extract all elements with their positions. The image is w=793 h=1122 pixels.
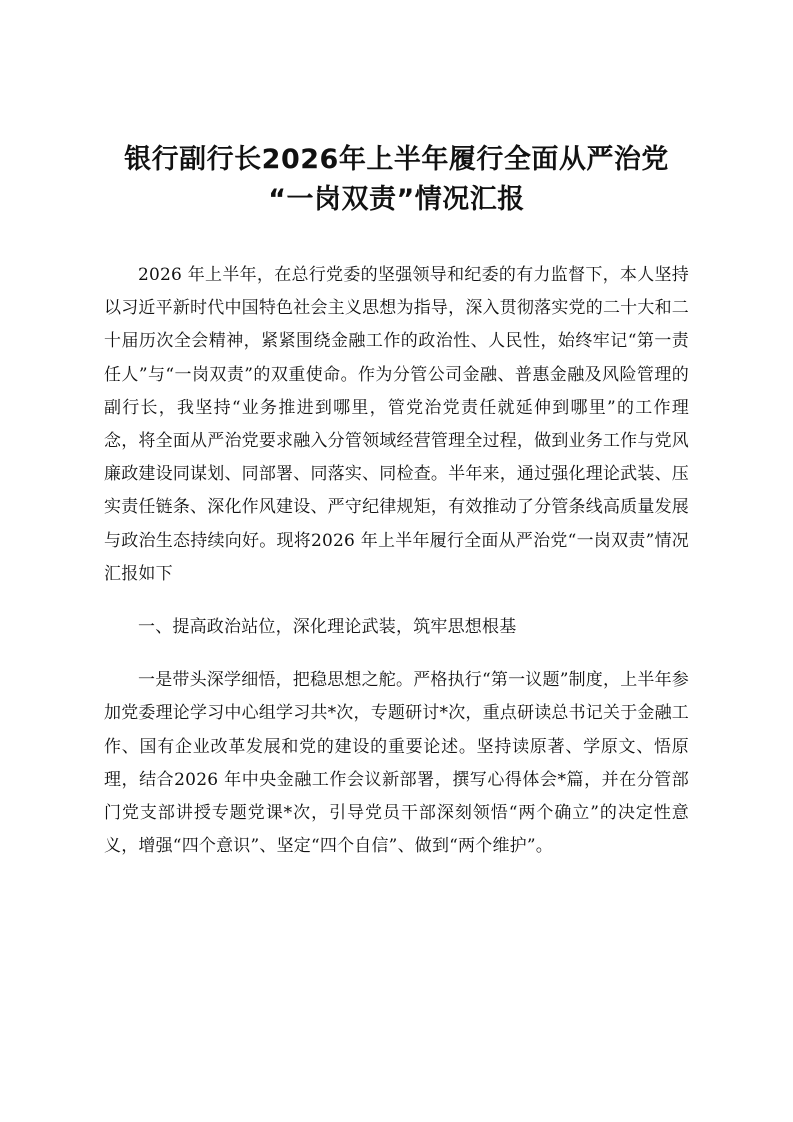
section-1-paragraph-1: 一是带头深学细悟，把稳思想之舵。严格执行“第一议题”制度，上半年参加党委理论学习中心组学习共*次，专题研讨*次，重点研读总书记关于金融工作、国有企业改革发展和党的建设的重要论述。坚持读原著、学原文、悟原理，结合2026 年中央金融工作会议新部署，撰写心得体会*篇，并在分管部门党支部讲授专题党课*次，引导党员干部深刻领悟“两个确立”的决定性意义，增强“四个意识”、坚定“四个自信”、做到“两个维护”。 [104,670,689,857]
title-line-1: 银行副行长2026年上半年履行全面从严治党 [124,144,669,175]
document-title [90,140,703,220]
document-body [104,259,689,863]
title-line-2: “一岗双责”情况汇报 [268,184,525,215]
intro-paragraph: 2026 年上半年，在总行党委的坚强领导和纪委的有力监督下，本人坚持以习近平新时代中国特色社会主义思想为指导，深入贯彻落实党的二十大和二十届历次全会精神，紧紧围绕金融工作的政治性、人民性，始终牢记“第一责任人”与“一岗双责”的双重使命。作为分管公司金融、普惠金融及风险管理的副行长，我坚持“业务推进到哪里，管党治党责任就延伸到哪里”的工作理念，将全面从严治党要求融入分管领域经营管理全过程，做到业务工作与党风廉政建设同谋划、同部署、同落实、同检查。半年来，通过强化理论武装、压实责任链条、深化作风建设、严守纪律规矩，有效推动了分管条线高质量发展与政治生态持续向好。现将2026 年上半年履行全面从严治党“一岗双责”情况汇报如下 [104,265,689,584]
section-heading-1: 一、提高政治站位，深化理论武装，筑牢思想根基 [138,617,517,638]
